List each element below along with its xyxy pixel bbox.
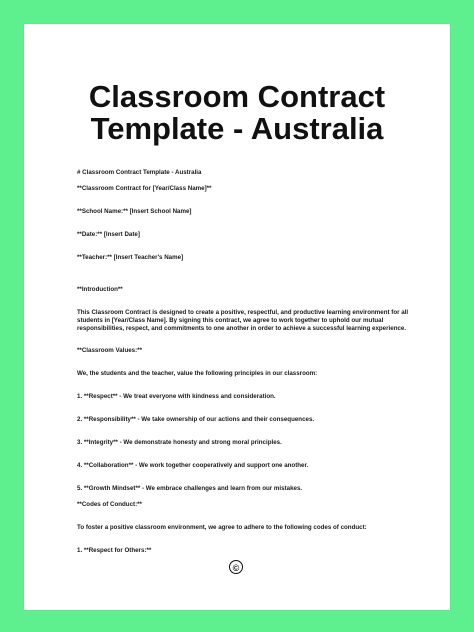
values-heading: **Classroom Values:** [77, 347, 142, 354]
conduct-heading: **Codes of Conduct:** [77, 501, 142, 508]
conduct-intro: To foster a positive classroom environment, we agree to adhere to the following codes of conduct: [77, 524, 367, 531]
value-item: 2. **Responsibility** - We take ownership of our actions and their consequences. [77, 416, 315, 423]
date-line: **Date:** [Insert Date] [77, 231, 140, 238]
teacher-line: **Teacher:** [Insert Teacher's Name] [77, 254, 184, 261]
introduction-paragraph: This Classroom Contract is designed to create a positive, respectful, and productive learning environment for all students in [Year/Class Name]. By signing this contract, we agree to work together to uphold our mutual responsibilities, respect, and commitments to one another in order to achieve a successful learning experience. [77, 309, 409, 332]
value-item: 4. **Collaboration** - We work together cooperatively and support one another. [77, 462, 309, 469]
introduction-heading: **Introduction** [77, 286, 123, 293]
conduct-item: 1. **Respect for Others:** [77, 547, 152, 554]
document-page [24, 24, 450, 610]
markdown-heading-line: # Classroom Contract Template - Australia [77, 169, 202, 176]
copyright-icon: © [229, 560, 243, 574]
class-name-line: **Classroom Contract for [Year/Class Name]** [77, 185, 212, 192]
values-intro: We, the students and the teacher, value the following principles in our classroom: [77, 370, 318, 377]
value-item: 5. **Growth Mindset** - We embrace challenges and learn from our mistakes. [77, 485, 303, 492]
school-name-line: **School Name:** [Insert School Name] [77, 208, 192, 215]
document-title-line-2: Template - Australia [90, 111, 384, 146]
value-item: 1. **Respect** - We treat everyone with kindness and consideration. [77, 393, 276, 400]
document-title-line-1: Classroom Contract [88, 79, 386, 114]
value-item: 3. **Integrity** - We demonstrate honesty and strong moral principles. [77, 439, 282, 446]
